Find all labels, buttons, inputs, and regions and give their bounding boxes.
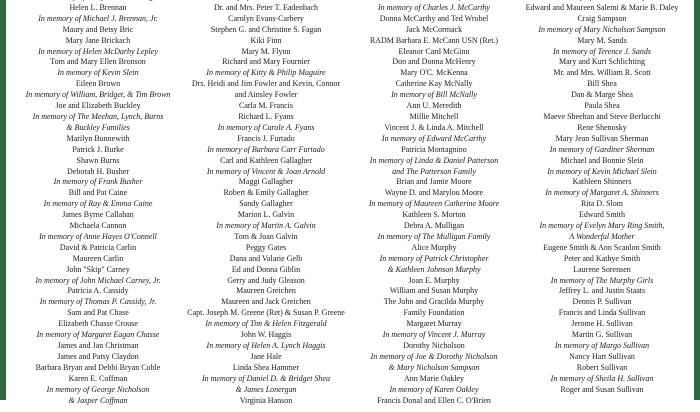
donor-name: Donna McCarthy and Ted Wrobel [379, 13, 489, 23]
donor-name: James and Jan Christman [57, 341, 139, 350]
donor-name: Edward Smith [579, 210, 625, 220]
donor-name: James Byrne Callahan [62, 210, 134, 220]
donor-name: Elizabeth Chasse Crouse [58, 319, 138, 329]
donor-name: Tom & Joan Galvin [234, 231, 298, 241]
memorial-dedication: In memory of Mary Nicholson Sampson [538, 24, 666, 34]
donor-name: Francis Donal and Ellen C. O'Brien [377, 395, 491, 405]
memorial-dedication: In memory of Margo Sullivan [554, 341, 650, 350]
memorial-dedication: In memory of John Michael Carney, Jr. [35, 275, 161, 285]
donor-name: Carl and Kathleen Gallagher [220, 155, 312, 165]
donor-name: Dan & Marge Shea [571, 90, 633, 100]
donor-name: Debra A. Mulligan [403, 221, 465, 231]
memorial-dedication: In memory of The Murphy Girls [550, 275, 654, 285]
donor-name: Eileen Brown [75, 79, 121, 89]
donor-name: Sam and Pat Chase [67, 308, 129, 318]
donor-name: Joe and Elizabeth Buckley [55, 101, 141, 111]
memorial-dedication: In memory of Tim & Helen Fitzgerald [205, 319, 327, 329]
donor-name: Joan E. Murphy [408, 275, 460, 285]
donor-name: Eugene Smith & Ann Scanlon Smith [543, 242, 661, 252]
memorial-dedication: In memory of Helen A. Lynch Haggis [206, 341, 326, 350]
donor-name: Mary M. Flynn [241, 46, 291, 56]
donor-name: Jack McCormack [405, 24, 463, 34]
donor-name: Margaret Murray [406, 319, 462, 329]
donor-name: Rita D. Slom [580, 199, 623, 209]
memorial-dedication: In memory of William, Bridget, & Tim Brown [25, 90, 171, 100]
donor-name: Virginia Hanson [239, 395, 293, 405]
donor-name: David & Patricia Carlin [59, 242, 137, 252]
memorial-dedication: In memory of Daniel D. & Bridget Shea [202, 373, 330, 383]
donor-name: Vincent J. & Linda A. Mitchell [384, 122, 484, 132]
donor-name: Jerome H. Sullivan [571, 319, 633, 329]
donor-name: Don and Donna McHenry [392, 57, 476, 67]
donor-name: Maureen Greichen [236, 286, 296, 296]
donor-name: Dana and Valarie Gelb [229, 253, 303, 263]
memorial-dedication: In memory of Vincent & Joan Arnold [206, 166, 326, 176]
donor-name: Maureen and Jack Greichen [221, 297, 311, 307]
memorial-dedication: In memory of Maureen Catherine Moore [368, 199, 500, 209]
donor-name: Eleanor Card McGinn [398, 46, 470, 56]
memorial-dedication: In memory of Frank Busher [53, 177, 143, 187]
donor-name: Helen L. Brennan [69, 2, 127, 12]
donor-name: Mary M. Sands [577, 35, 627, 45]
donor-name: Marion L. Galvin [237, 210, 295, 220]
donor-name: Richard L. Fyans [238, 111, 294, 121]
donor-name: Jeffrey L. and Justin Staats [558, 286, 646, 296]
donor-name: Gerry and Judy Gleason [227, 275, 305, 285]
donor-name: Ed and Donna Giblin [231, 264, 301, 274]
memorial-dedication: In memory of Bill McNally [391, 90, 477, 100]
donor-name: Maureen Carlin [72, 253, 124, 263]
memorial-dedication: In memory of Martin A. Galvin [216, 221, 316, 231]
donor-name: Ann Marie Oakley [404, 373, 464, 383]
memorial-dedication: & Kathleen Johnson Murphy [387, 264, 481, 274]
donor-name: John "Skip" Carney [66, 264, 130, 274]
memorial-dedication: In memory of Edward McCarthy [381, 133, 487, 143]
donor-name: Dorothy Nicholson [403, 341, 465, 350]
donor-name: Sandy Gallagher [239, 199, 293, 209]
donor-name: Tom and Mary Ellen Bronson [50, 57, 146, 67]
donor-name: The John and Gracilda Murphy [383, 297, 485, 307]
memorial-dedication: In memory of Kitty & Philip Maguire [206, 68, 326, 78]
memorial-dedication: In memory of Charles J. McCarthy [378, 2, 490, 12]
donor-name: Patricia A. Cassidy [67, 286, 129, 296]
memorial-dedication: In memory of Ray & Emma Caine [43, 199, 153, 209]
donor-name: Karen E. Coffman [68, 373, 128, 383]
memorial-dedication: In memory of Terence J. Sands [552, 46, 652, 56]
memorial-dedication: & Jasper Coffman [68, 395, 128, 405]
donor-name: Bill and Pat Caine [68, 188, 128, 198]
donor-name: Patricia Montagnino [401, 144, 467, 154]
donor-name: John W. Haggis [240, 330, 292, 340]
memorial-dedication: In memory of Vincent J. Murray [382, 330, 486, 340]
memorial-dedication: In memory of Joe & Dorothy Nicholson [370, 351, 498, 361]
memorial-dedication: and The Patterson Family [392, 166, 476, 176]
memorial-dedication: In memory of Barbara Carr Furtado [207, 144, 325, 154]
memorial-dedication: & Buckley Families [66, 122, 130, 132]
donor-name: Mr. and Mrs. William R. Scott [553, 68, 651, 78]
donor-name: Ann U. Meredith [406, 101, 462, 111]
donor-name: Mary O'C. McKenna [400, 68, 468, 78]
donor-name: Capt. Joseph M. Greene (Ret) & Susan P. Greene [187, 308, 345, 318]
donor-name: Rene Shenosky [577, 122, 627, 132]
donor-column-2 [182, 0, 350, 406]
memorial-dedication: In memory of Patrick Christopher [379, 253, 489, 263]
donor-name: Roger and Susan Sullivan [560, 384, 644, 394]
memorial-dedication: In memory of Michael J. Brennan, Jr. [38, 13, 158, 23]
right-border [694, 0, 700, 400]
donor-name: Michael and Bonnie Slein [560, 155, 644, 165]
donor-name: Family Foundation [403, 308, 465, 318]
memorial-dedication: & James Lonergan [235, 384, 297, 394]
left-border [0, 0, 6, 400]
donor-name: Kiki Finn [250, 35, 282, 45]
donor-name: Martin G. Sullivan [571, 330, 633, 340]
donor-name: Marilyn Bunnewith [66, 133, 130, 143]
donor-name: Maggi Gallagher [238, 177, 294, 187]
donor-name: William and Susan Murphy [389, 286, 479, 296]
donor-name: Nancy Hart Sullivan [569, 351, 635, 361]
donor-name: Linda Shea Hammer [232, 362, 300, 372]
donor-name: Patrick J. Burke [72, 144, 124, 154]
donor-name: Francis and Linda Sullivan [558, 308, 646, 318]
donor-name: Peter and Kathye Smith [563, 253, 641, 263]
donor-name: Bill Shea [587, 79, 617, 89]
donor-name: Francis J. Furtado [237, 133, 295, 143]
memorial-dedication: In memory of Evelyn Mary Ring Smith, [539, 221, 665, 231]
memorial-dedication: In memory of Margaret Eagan Chasse [36, 330, 160, 340]
donor-name: Maeve Sheehan and Steve Berlucchi [543, 111, 661, 121]
memorial-dedication: In memory of Helen McDarby Lepley [38, 46, 158, 56]
donor-name: James and Patsy Claydon [57, 351, 139, 361]
donor-name: Millie Mitchell [409, 111, 459, 121]
memorial-dedication: In memory of Anne Hayes O'Connell [39, 231, 157, 241]
donor-name: Dr. and Mrs. Peter T. Eadenbach [213, 2, 319, 12]
donor-name: Carla M. Francis [239, 101, 293, 111]
donor-column-3 [350, 0, 518, 406]
donor-name: Jane Hale [250, 351, 282, 361]
memorial-dedication: In memory of Carole A. Fyans [217, 122, 315, 132]
donor-name: and Ainsley Fowler [234, 90, 298, 100]
donor-name: Mary and Kurt Schlichting [559, 57, 645, 67]
donor-name: Alice Murphy [411, 242, 457, 252]
memorial-dedication: In memory of Linda & Daniel Patterson [369, 155, 499, 165]
donor-name: Kathleen Shinners [572, 177, 632, 187]
donor-name: Peggy Gates [245, 242, 287, 252]
donor-name: Barbara Bryan and Debbi Bryan Coble [35, 362, 161, 372]
memorial-dedication: In memory of Sheila H. Sullivan [550, 373, 654, 383]
donor-name: Laurene Sorensen [573, 264, 631, 274]
donor-name: Craig Sampson [577, 13, 627, 23]
memorial-dedication: & Mary Nicholson Sampson [388, 362, 480, 372]
donor-name: Wayne D. and Marylou Moore [384, 188, 484, 198]
donor-name: Maury and Betsy Bric [62, 24, 134, 34]
donor-name: Deborah H. Busher [67, 166, 129, 176]
donor-name: Michaela Cannon [69, 221, 127, 231]
memorial-dedication: In memory of Margaret A. Shinners [545, 188, 659, 198]
memorial-dedication: In memory of The Mulligan Family [377, 231, 491, 241]
donor-name: Carolyn Evans-Carbery [228, 13, 304, 23]
memorial-dedication: In memory of George Nicholson [46, 384, 150, 394]
memorial-dedication: In memory of Gardiner Sherman [549, 144, 655, 154]
donor-name: Catherine Kay McNally [395, 79, 473, 89]
donor-name: Dennis P. Sullivan [572, 297, 632, 307]
donor-name: Drs. Heidi and Jim Fowler and Kevin, Connor [191, 79, 341, 89]
donor-name: RADM Barbara E. McCann USN (Ret.) [369, 35, 499, 45]
donor-name: Shawn Burns [76, 155, 120, 165]
donor-name: Paula Shea [584, 101, 620, 111]
donor-column-4 [518, 0, 686, 396]
memorial-dedication: In memory of Kevin Michael Slein [547, 166, 657, 176]
donor-name: Robert Sullivan [576, 362, 628, 372]
donor-name: Edward and Maureen Salemi & Marie B. Daley [525, 2, 679, 12]
donor-name: Kathleen S. Morton [402, 210, 466, 220]
donor-name: Richard and Mary Fournier [222, 57, 310, 67]
donor-name: Mary Jane Brickach [65, 35, 131, 45]
donor-column-1 [14, 0, 182, 406]
donor-name: Stephen G. and Christine S. Fagan [210, 24, 322, 34]
memorial-dedication: In memory of Kevin Slein [57, 68, 139, 78]
memorial-dedication: In memory of The Meehan, Lynch, Burns [32, 111, 164, 121]
donor-name: Mary Jean Sullivan Sherman [555, 133, 649, 143]
memorial-dedication: In memory of Thomas P. Cassidy, Jr. [39, 297, 157, 307]
donor-name: Robert & Emily Gallagher [223, 188, 309, 198]
donor-name: Brian and Jamie Moore [396, 177, 472, 187]
memorial-dedication: A Wonderful Mother [569, 231, 635, 241]
donor-list [14, 0, 686, 412]
memorial-dedication: In memory of Karen Oakley [389, 384, 479, 394]
